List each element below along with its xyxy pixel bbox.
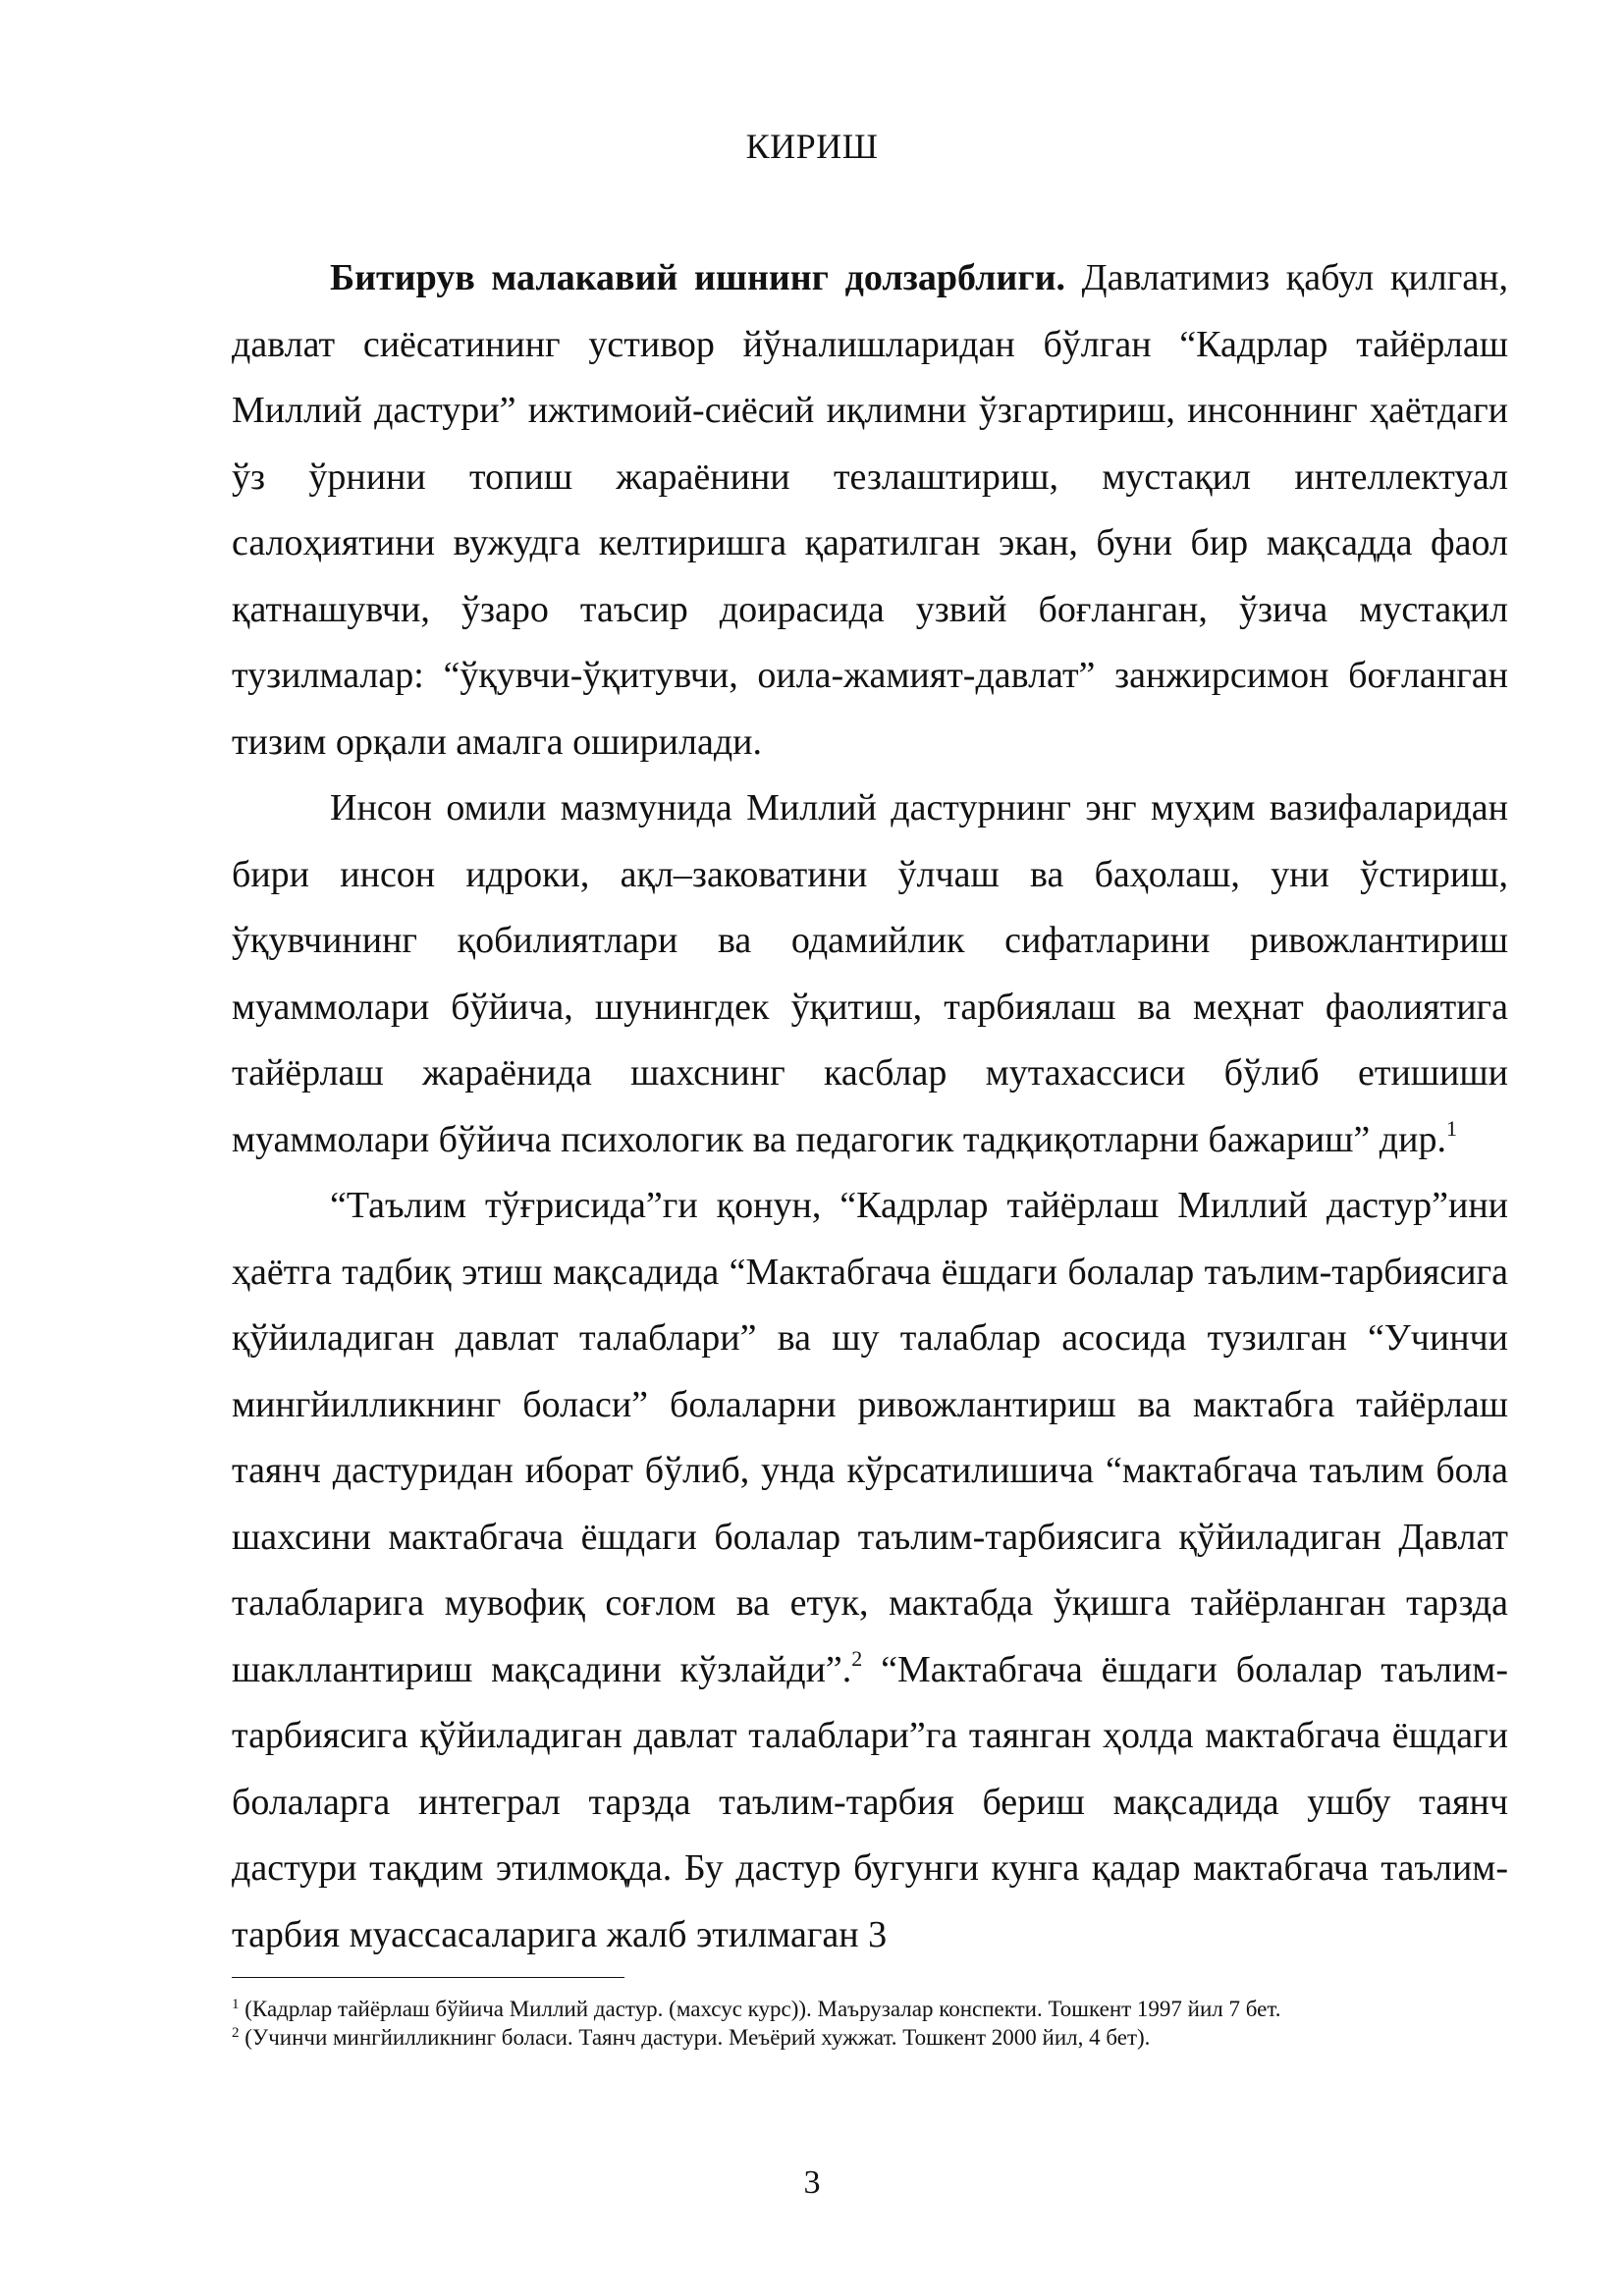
- paragraph-text-continued: “Мактабгача ёшдаги болалар таълим-тарбиясига қўйиладиган давлат талаблари”га таянган ҳолда мактабгача ёшдаги болаларга интеграл тарзда таълим-тарбия бериш мақсадида ушбу таянч дастури тақдим этилмоқда. Бу дастур бугунги кунга қадар мактабгача таълим-тарбия муассасаларига жалб этилмаган 3: [232, 1648, 1508, 1955]
- paragraph-text: Инсон омили мазмунида Миллий дастурнинг энг муҳим вазифаларидан бири инсон идроки, ақл–заковатини ўлчаш ва баҳолаш, уни ўстириш, ўқувчининг қобилиятлари ва одамийлик сифатларини ривожлантириш муаммолари бўйича, шунингдек ўқитиш, тарбиялаш ва меҳнат фаолиятига тайёрлаш жараёнида шахснинг касблар мутахассиси бўлиб етишиши муаммолари бўйича психологик ва педагогик тадқиқотларни бажариш” дир.: [232, 787, 1508, 1160]
- footnote-item: [232, 2023, 1508, 2052]
- footnote-text: (Кадрлар тайёрлаш бўйича Миллий дастур. (махсус курс)). Маърузалар конспекти. Тошкент 1997 йил 7 бет.: [244, 1997, 1281, 2021]
- page-title: КИРИШ: [745, 127, 879, 166]
- paragraph-text: Давлатимиз қабул қилган, давлат сиёсатининг устивор йўналишларидан бўлган “Кадрлар тайёрлаш Миллий дастури” ижтимоий-сиёсий иқлимни ўзгартириш, инсоннинг ҳаётдаги ўз ўрнини топиш жараёнини тезлаштириш, мустақил интеллектуал салоҳиятини вужудга келтиришга қаратилган экан, буни бир мақсадда фаол қатнашувчи, ўзаро таъсир доирасида узвий боғланган, ўзича мустақил тузилмалар: “ўқувчи-ўқитувчи, оила-жамият-давлат” занжирсимон боғланган тизим орқали амалга оширилади.: [232, 257, 1509, 763]
- footnotes: [232, 1995, 1508, 2052]
- paragraph-education-law: [232, 1173, 1508, 1968]
- body-text: [232, 245, 1508, 1968]
- paragraph-relevance: [232, 245, 1508, 775]
- footnote-marker: 1: [232, 1997, 240, 2012]
- paragraph-human-factor: [232, 775, 1508, 1173]
- footnote-separator: [232, 1977, 624, 1978]
- paragraph-lead-heading: Битирув малакавий ишнинг долзарблиги.: [330, 257, 1065, 298]
- footnote-reference[interactable]: 1: [1445, 1115, 1457, 1141]
- footnote-reference[interactable]: 2: [851, 1645, 863, 1671]
- page-number: 3: [803, 2164, 821, 2201]
- footnote-marker: 2: [232, 2025, 240, 2041]
- footnote-item: [232, 1995, 1508, 2023]
- paragraph-text: “Таълим тўғрисида”ги қонун, “Кадрлар тайёрлаш Миллий дастур”ини ҳаётга тадбиқ этиш мақсадида “Мактабгача ёшдаги болалар таълим-тарбиясига қўйиладиган давлат талаблари” ва шу талаблар асосида тузилган “Учинчи мингйилликнинг боласи” болаларни ривожлантириш ва мактабга тайёрлаш таянч дастуридан иборат бўлиб, унда кўрсатилишича “мактабгача таълим бола шахсини мактабгача ёшдаги болалар таълим-тарбиясига қўйиладиган Давлат талабларига мувофиқ соғлом ва етук, мактабда ўқишга тайёрланган тарзда шакллантириш мақсадини кўзлайди”.: [232, 1185, 1508, 1690]
- footnote-text: (Учинчи мингйилликнинг боласи. Таянч дастури. Меъёрий хужжат. Тошкент 2000 йил, 4 бет).: [244, 2025, 1151, 2050]
